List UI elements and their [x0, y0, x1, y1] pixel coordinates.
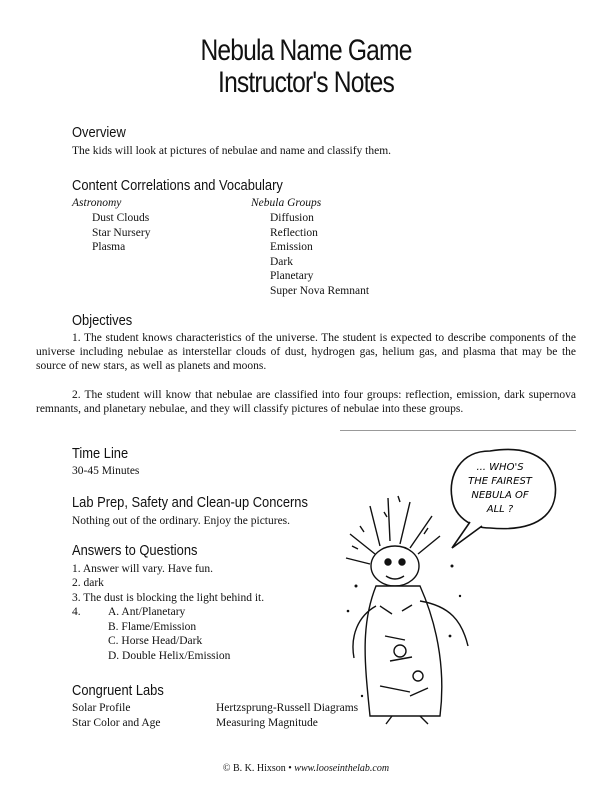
list-item: Dust Clouds [92, 212, 150, 224]
footer-author: © B. K. Hixson • [222, 763, 292, 774]
overview-text: The kids will look at pictures of nebulae and name and classify them. [72, 145, 392, 157]
astronomy-list [92, 211, 150, 255]
objective-1: 1. The student knows characteristics of the universe. The student is expected to describe components of the universe including nebulae as interstellar clouds of dust, hydrogen gas, helium gas, and plasma that may be the source of new stars, as well as planets and moons. [36, 332, 576, 372]
figure-head [371, 546, 419, 586]
list-item: B. Flame/Emission [108, 620, 197, 633]
lab-left-1: Solar Profile [72, 702, 131, 714]
astronomy-column-heading: Astronomy [72, 197, 122, 209]
title-line-1: Nebula Name Game [200, 34, 412, 67]
bubble-line-1: ... WHO'S [476, 462, 524, 473]
footer [0, 763, 612, 774]
objective-2: 2. The student will know that nebulae are classified into four groups: reflection, emission, dark supernova remnants, and planetary nebulae, and they will classify pictures of nebulae into these groups. [36, 389, 576, 415]
bubble-line-2: THE FAIREST [468, 476, 532, 487]
answer-3: 3. The dust is blocking the light behind it. [72, 592, 265, 604]
figure-body [353, 586, 468, 724]
list-item: Emission [270, 241, 313, 253]
labprep-heading: Lab Prep, Safety and Clean-up Concerns [72, 494, 308, 511]
labs-heading: Congruent Labs [72, 682, 164, 699]
cartoon-illustration [340, 436, 590, 726]
answer-2: 2. dark [72, 577, 104, 589]
footer-website: www.looseinthelab.com [294, 763, 390, 774]
answer-1: 1. Answer will vary. Have fun. [72, 563, 214, 575]
timeline-text: 30-45 Minutes [72, 465, 140, 477]
list-item: Plasma [92, 241, 126, 253]
list-item: A. Ant/Planetary [108, 606, 186, 618]
list-item: Diffusion [270, 212, 314, 224]
list-item: C. Horse Head/Dark [108, 635, 203, 647]
lab-right-1: Hertzsprung-Russell Diagrams [216, 702, 359, 714]
lab-left-2: Star Color and Age [72, 717, 161, 729]
lab-right-2: Measuring Magnitude [216, 717, 318, 729]
bubble-line-3: NEBULA OF [471, 490, 529, 501]
list-item: Dark [270, 255, 293, 268]
list-item: Reflection [270, 226, 318, 239]
bubble-line-4: ALL ? [486, 504, 514, 515]
objectives-heading: Objectives [72, 312, 133, 329]
answer-4-list [108, 605, 230, 663]
answer-4-number: 4. [72, 606, 81, 618]
list-item: D. Double Helix/Emission [108, 649, 231, 662]
content-heading: Content Correlations and Vocabulary [72, 177, 283, 194]
nebula-groups-list [270, 211, 369, 298]
answers-heading: Answers to Questions [72, 542, 198, 559]
divider [340, 430, 576, 431]
list-item: Star Nursery [92, 226, 151, 239]
nebula-groups-column-heading: Nebula Groups [251, 197, 322, 209]
timeline-heading: Time Line [72, 445, 129, 462]
list-item: Super Nova Remnant [270, 284, 370, 297]
title-line-2: Instructor's Notes [218, 66, 394, 99]
overview-heading: Overview [72, 124, 126, 141]
labprep-text: Nothing out of the ordinary. Enjoy the pictures. [72, 515, 291, 527]
list-item: Planetary [270, 270, 314, 282]
